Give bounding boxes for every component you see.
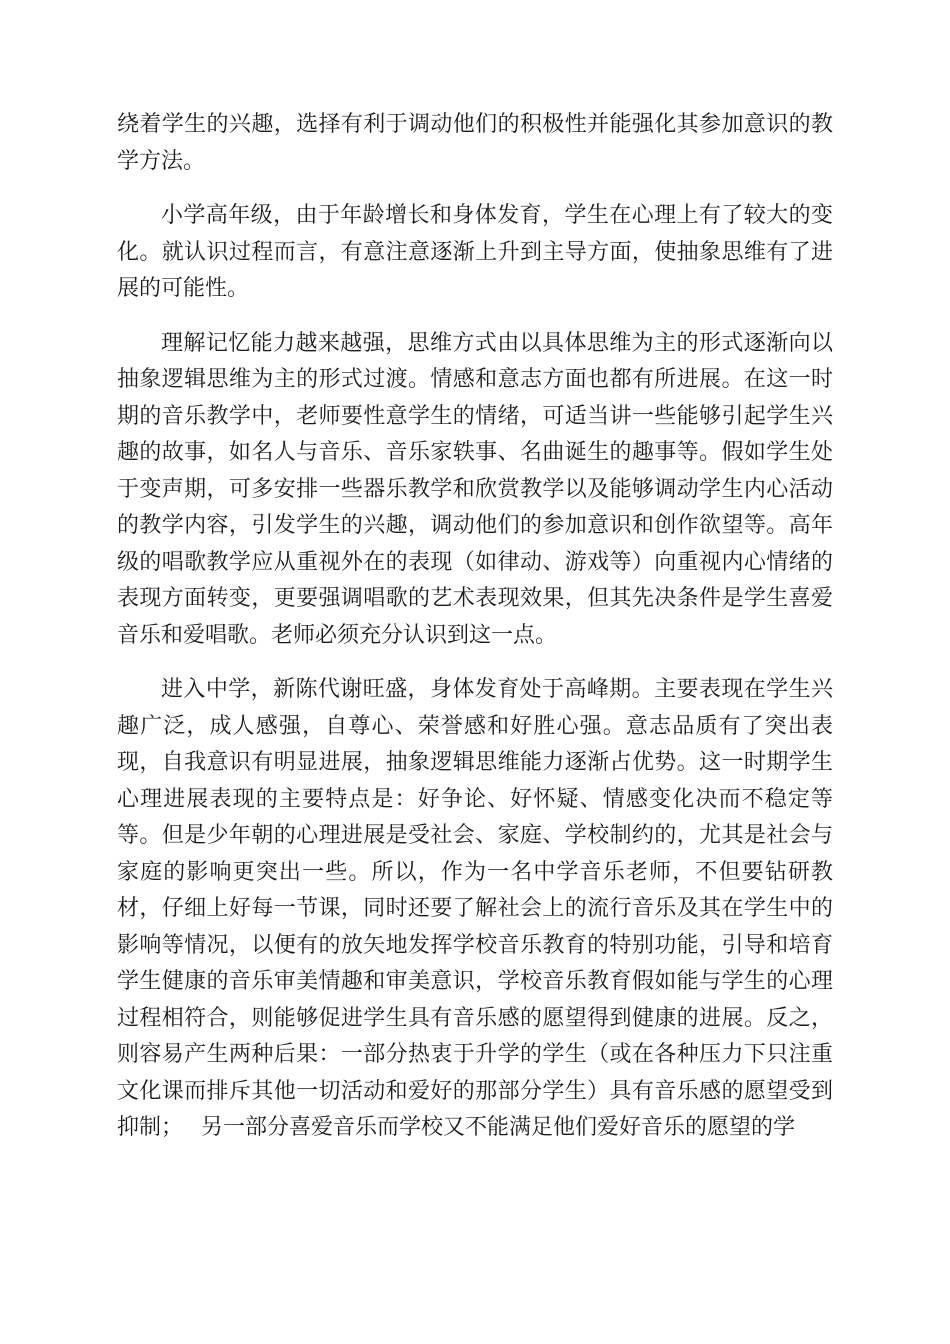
document-body xyxy=(117,107,833,1165)
paragraph-memory-thinking: 理解记忆能力越来越强，思维方式由以具体思维为主的形式逐渐向以抽象逻辑思维为主的形式过渡。情感和意志方面也都有所进展。在这一时期的音乐教学中，老师要性意学生的情绪，可适当讲一些能够引起学生兴趣的故事，如名人与音乐、音乐家轶事、名曲诞生的趣事等。假如学生处于变声期，可多安排一些器乐教学和欣赏教学以及能够调动学生内心活动的教学内容，引发学生的兴趣，调动他们的参加意识和创作欲望等。高年级的唱歌教学应从重视外在的表现（如律动、游戏等）向重视内心情绪的表现方面转变，更要强调唱歌的艺术表现效果，但其先决条件是学生喜爱音乐和爱唱歌。老师必须充分认识到这一点。 xyxy=(117,330,833,648)
paragraph-continuation: 绕着学生的兴趣，选择有利于调动他们的积极性并能强化其参加意识的教学方法。 xyxy=(117,112,833,174)
paragraph-middle-school: 进入中学，新陈代谢旺盛，身体发育处于高峰期。主要表现在学生兴趣广泛，成人感强，自尊心、荣誉感和好胜心强。意志品质有了突出表现，自我意识有明显进展，抽象逻辑思维能力逐渐占优势。这一时期学生心理进展表现的主要特点是：好争论、好怀疑、情感变化决而不稳定等等。但是少年朝的心理进展是受社会、家庭、学校制约的，尤其是社会与家庭的影响更突出一些。所以，作为一名中学音乐老师，不但要钻研教材，仔细上好每一节课，同时还要了解社会上的流行音乐及其在学生中的影响等情况，以便有的放矢地发挥学校音乐教育的特别功能，引导和培育学生健康的音乐审美情趣和审美意识，学校音乐教育假如能与学生的心理过程相符合，则能够促进学生具有音乐感的愿望得到健康的进展。反之，则容易产生两种后果：一部分热衷于升学的学生（或在各种压力下只注重文化课而排斥其他一切活动和爱好的那部分学生）具有音乐感的愿望受到抑制； 另一部分喜爱音乐而学校又不能满足他们爱好音乐的愿望的学 xyxy=(117,677,833,1140)
paragraph-upper-primary: 小学高年级，由于年龄增长和身体发育，学生在心理上有了较大的变化。就认识过程而言，有意注意逐渐上升到主导方面，使抽象思维有了进展的可能性。 xyxy=(117,203,833,301)
